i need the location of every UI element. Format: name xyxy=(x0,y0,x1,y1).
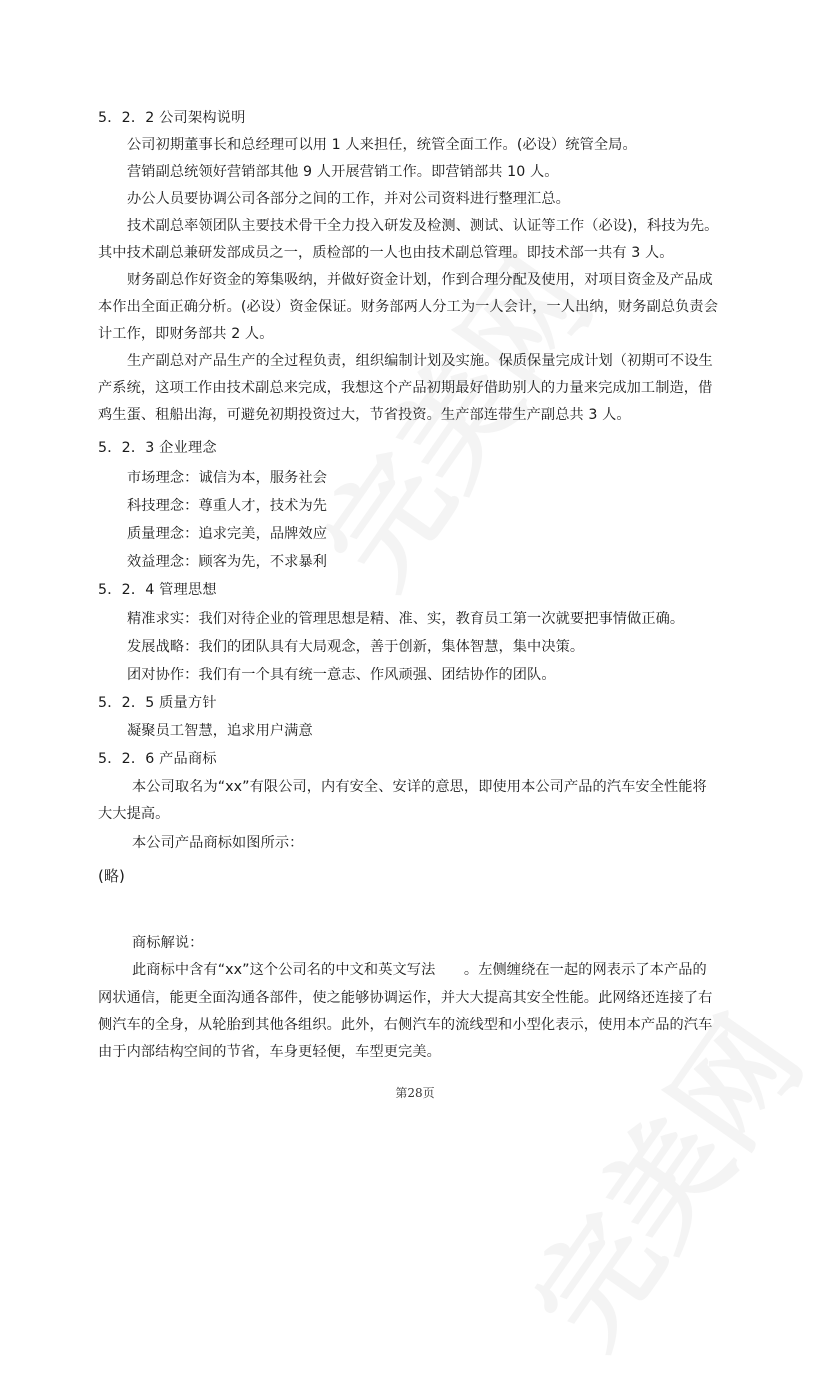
paragraph-line: 计工作，即财务部共 2 人。 xyxy=(98,326,274,342)
paragraph-line: 财务副总作好资金的筹集吸纳，并做好资金计划，作到合理分配及使用，对项目资金及产品成 xyxy=(127,272,713,288)
list-item: 市场理念：诚信为本，服务社会 xyxy=(127,470,328,486)
paragraph-line: 由于内部结构空间的节省，车身更轻便，车型更完美。 xyxy=(98,1044,441,1060)
section-heading-5-2-5: 5．2．5 质量方针 xyxy=(98,695,217,711)
section-heading-5-2-6: 5．2．6 产品商标 xyxy=(98,751,217,767)
paragraph-line: 其中技术副总兼研发部成员之一，质检部的一人也由技术副总管理。即技术部一共有 3 人。 xyxy=(98,245,674,261)
figure-placeholder: (略) xyxy=(98,867,126,885)
list-item: 精准求实：我们对待企业的管理思想是精、准、实，教育员工第一次就要把事情做正确。 xyxy=(127,611,685,627)
paragraph-line: 技术副总率领团队主要技术骨干全力投入研发及检测、测试、认证等工作（必设)，科技为先。 xyxy=(127,218,719,234)
paragraph-line: 本公司产品商标如图所示： xyxy=(132,835,304,851)
paragraph-line: 本作出全面正确分析。(必设）资金保证。财务部两人分工为一人会计，一人出纳，财务副总负责会 xyxy=(98,299,719,315)
section-heading-5-2-4: 5．2．4 管理思想 xyxy=(98,582,217,598)
list-item: 科技理念：尊重人才，技术为先 xyxy=(127,498,328,514)
paragraph-line: 办公人员要协调公司各部分之间的工作，并对公司资料进行整理汇总。 xyxy=(127,191,570,207)
paragraph-line: 网状通信，能更全面沟通各部件，使之能够协调运作，并大大提高其安全性能。此网络还连接了右 xyxy=(98,990,713,1006)
watermark-text-bottom xyxy=(486,979,830,1373)
paragraph-line: 此商标中含有“xx”这个公司名的中文和英文写法 。左侧缠绕在一起的网表示了本产品的 xyxy=(132,962,707,978)
list-item: 发展战略：我们的团队具有大局观念，善于创新，集体智慧，集中决策。 xyxy=(127,639,585,655)
paragraph-line: 生产副总对产品生产的全过程负责，组织编制计划及实施。保质保量完成计划（初期可不设生 xyxy=(127,353,713,369)
paragraph-line: 商标解说： xyxy=(132,935,204,951)
list-item: 质量理念：追求完美，品牌效应 xyxy=(127,526,328,542)
paragraph-line: 公司初期董事长和总经理可以用 1 人来担任，统管全面工作。(必设）统管全局。 xyxy=(127,137,637,153)
paragraph-line: 营销副总统领好营销部其他 9 人开展营销工作。即营销部共 10 人。 xyxy=(127,164,559,180)
paragraph-line: 大大提高。 xyxy=(98,806,170,822)
list-item: 效益理念：顾客为先，不求暴利 xyxy=(127,554,328,570)
section-heading-5-2-2: 5．2．2 公司架构说明 xyxy=(98,110,246,126)
list-item: 团对协作：我们有一个具有统一意志、作风顽强、团结协作的团队。 xyxy=(127,667,556,683)
section-heading-5-2-3: 5．2．3 企业理念 xyxy=(98,440,217,456)
page-number: 第28页 xyxy=(395,1086,435,1100)
paragraph-line: 凝聚员工智慧，追求用户满意 xyxy=(127,723,313,739)
paragraph-line: 鸡生蛋、租船出海，可避免初期投资过大，节省投资。生产部连带生产副总共 3 人。 xyxy=(98,407,631,423)
paragraph-line: 本公司取名为“xx”有限公司，内有安全、安详的意思，即使用本公司产品的汽车安全性能将 xyxy=(132,779,707,795)
paragraph-line: 产系统，这项工作由技术副总来完成，我想这个产品初期最好借助别人的力量来完成加工制造，借 xyxy=(98,380,713,396)
paragraph-line: 侧汽车的全身，从轮胎到其他各组织。此外，右侧汽车的流线型和小型化表示，使用本产品的汽车 xyxy=(98,1017,713,1033)
